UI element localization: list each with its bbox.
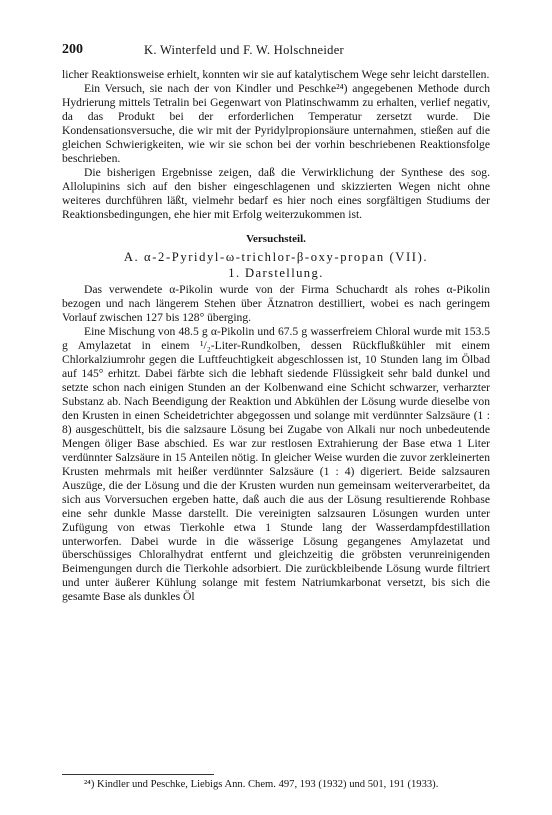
section-title: Versuchsteil.: [246, 233, 306, 246]
page-number: 200: [62, 42, 83, 57]
running-head: K. Winterfeld und F. W. Holschneider: [144, 43, 345, 57]
paragraph-continued: licher Reaktionsweise erhielt, konnten wir sie auf katalytischem Wege sehr leicht darstellen.: [62, 68, 490, 81]
paragraph: Das verwendete α-Pikolin wurde von der Firma Schuchardt als rohes α-Pikolin bezogen und nach längerem Stehen über Ätznatron destilliert, wobei es nach geringem Vorlauf zwischen 127 bis 128° überging.: [62, 283, 490, 325]
footnote: ²⁴) Kindler und Peschke, Liebigs Ann. Chem. 497, 193 (1932) und 501, 191 (1933).: [84, 779, 439, 790]
paragraph: Die bisherigen Ergebnisse zeigen, daß die Verwirklichung der Synthese des sog. Allolupinins sich auf den bisher eingeschlagenen und skizzierten Wegen nicht ohne weiteres durchführen läßt, vielmehr bedarf es hier noch eines sorgfältigen Studiums der Reaktionsbedingungen, ehe hier mit Erfolg weiterzukommen ist.: [62, 165, 490, 221]
footnote-divider: [62, 774, 214, 775]
body-text: [62, 68, 490, 604]
subheading: 1. Darstellung.: [228, 266, 324, 281]
paragraph: Ein Versuch, sie nach der von Kindler und Peschke²⁴) angegebenen Methode durch Hydrierung mittels Tetralin bei Gegenwart von Platinschwamm zu erhalten, verlief negativ, da das Produkt bei der erforderlichen Temperatur zersetzt wurde. Die Kondensationsversuche, die wir mit der Pyridylpropionsäure unternahmen, stießen auf die gleichen Schwierigkeiten, wie wir sie schon bei der vorhin beschriebenen Reaktionsfolge beschrieben.: [62, 81, 490, 165]
compound-heading: A. α-2-Pyridyl-ω-trichlor-β-oxy-propan (VII).: [123, 250, 429, 265]
page-header: [62, 42, 487, 60]
paragraph: Eine Mischung von 48.5 g α-Pikolin und 67.5 g wasserfreiem Chloral wurde mit 153.5 g Amylazetat in einem ¹/₂-Liter-Rundkolben, dessen Rückflußkühler mit einem Chlorkalziumrohr gegen die Luftfeuchtigkeit abgeschlossen ist, 10 Stunden lang im Ölbad auf 145° erhitzt. Dabei färbte sich die lebhaft siedende Flüssigkeit sehr bald dunkel und setzte schon nach einigen Stunden an der Kolbenwand eine Schicht schwarzer, verharzter Substanz ab. Nach Beendigung der Reaktion und Abkühlen der Lösung wurde dieselbe von den Krusten in einen Scheidetrichter abgegossen und solange mit verdünnter Salzsäure (1 : 8) ausgeschüttelt, bis die salzsaure Lösung bei Zugabe von Alkali nur noch unbedeutende Mengen öliger Base abschied. Es war zur restlosen Extrahierung der Base etwa 1 Liter verdünnter Salzsäure in 15 Anteilen nötig. In gleicher Weise wurden die zuvor zerkleinerten Krusten mehrmals mit heißer verdünnter Salzsäure (1 : 4) digeriert. Beide salzsauren Auszüge, die der Lösung und die der Krusten wurden nun gemeinsam weiterverarbeitet, da sich aus Vorversuchen ergeben hatte, daß auch die aus der Lösung resultierende Rohbase eine sehr dunkle Masse darstellt. Die vereinigten salzsauren Lösungen wurden unter Zufügung von etwas Tierkohle etwa 1 Stunde lang der Wasserdampfdestillation unterworfen. Dabei wurde in die wässerige Lösung gegangenes Amylazetat und überschüssiges Chloralhydrat entfernt und gleichzeitig die gröbsten verunreinigenden Beimengungen durch die Tierkohle adsorbiert. Die zurückbleibende Lösung wurde filtriert und unter äußerer Kühlung solange mit festem Natriumkarbonat versetzt, bis sich die gesamte Base als dunkles Öl: [62, 325, 490, 604]
